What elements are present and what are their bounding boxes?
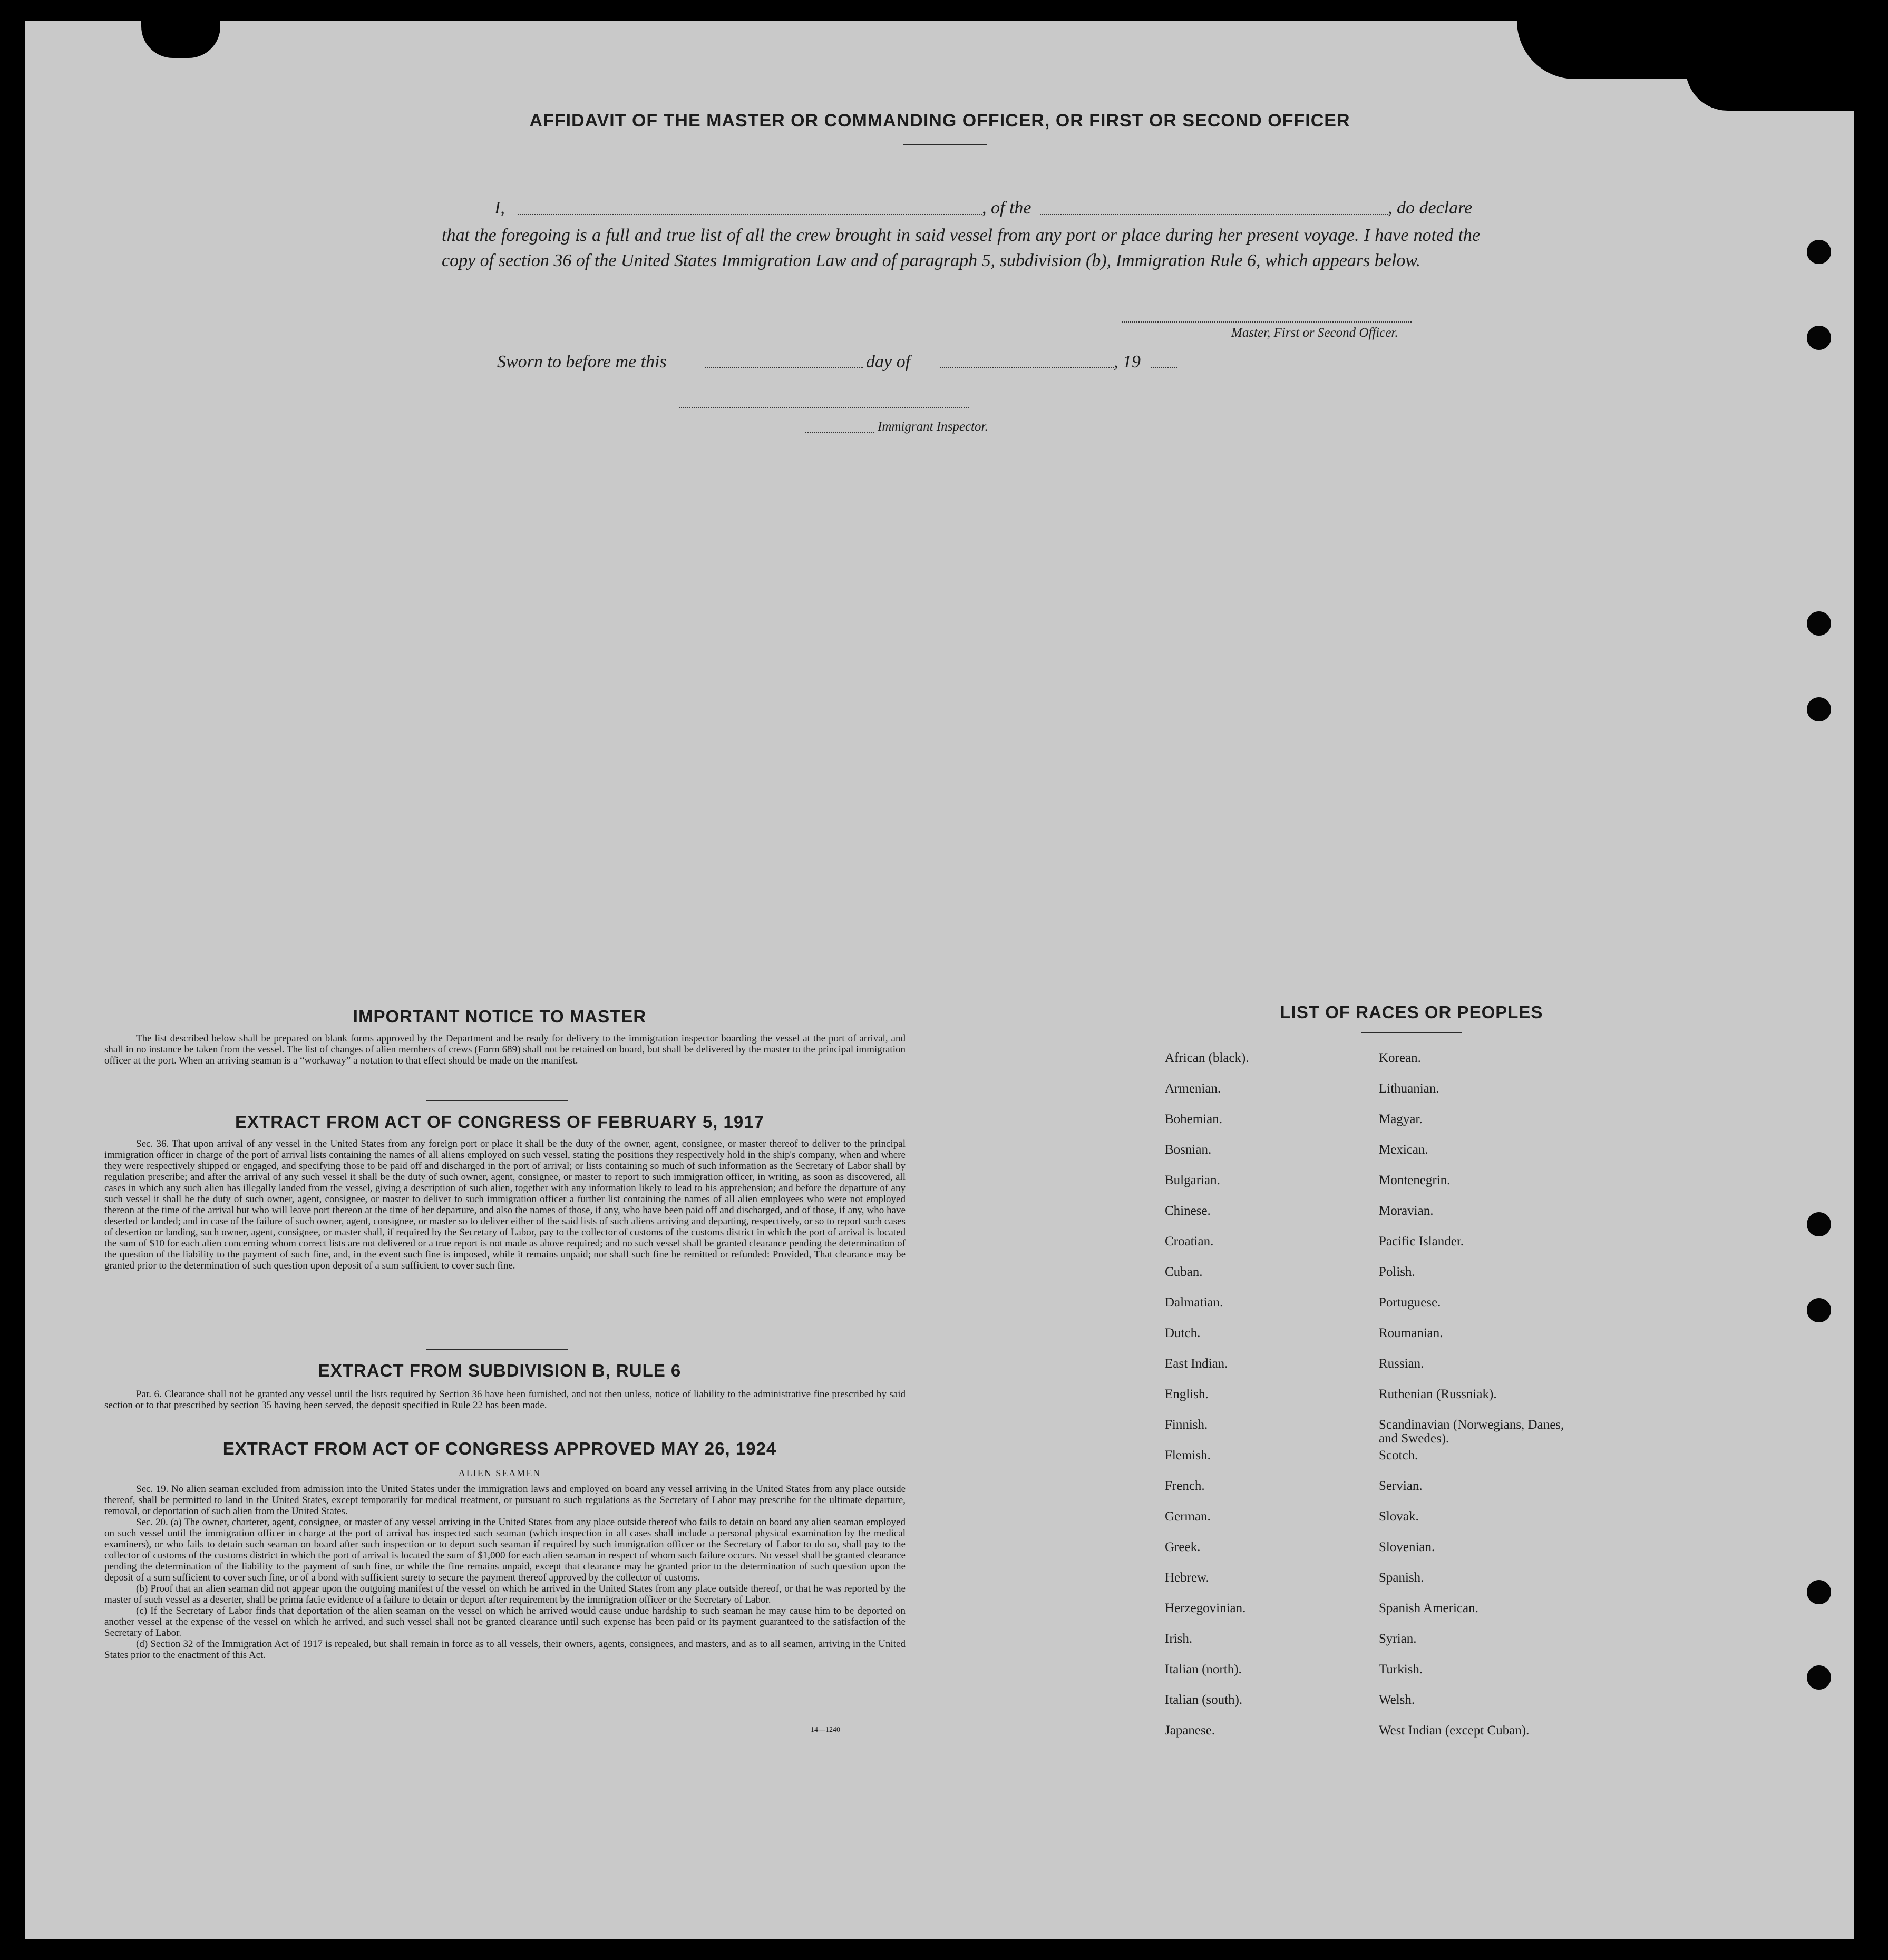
binder-hole xyxy=(1807,1298,1831,1322)
left-race-item: Cuban. xyxy=(1165,1265,1203,1279)
right-race-item: Spanish. xyxy=(1379,1571,1424,1585)
inspector-signature-line-top[interactable] xyxy=(679,407,969,408)
binder-hole xyxy=(1807,611,1831,636)
sworn-day-blank[interactable] xyxy=(705,367,863,368)
affidavit-title-rule xyxy=(903,144,987,145)
section-rule xyxy=(426,1349,568,1350)
left-race-item: Flemish. xyxy=(1165,1448,1211,1462)
left-race-item: Chinese. xyxy=(1165,1204,1211,1218)
act-1924-paragraph: (d) Section 32 of the Immigration Act of 1917 is repealed, but shall remain in force as to all vessels, their owners, agents, consignees, and masters, and as to all seamen, arriving in the United States prior to the enactment of this Act. xyxy=(104,1639,906,1661)
torn-edge-corner xyxy=(1686,53,1854,111)
left-race-item: Finnish. xyxy=(1165,1418,1208,1432)
right-race-item: Ruthenian (Russniak). xyxy=(1379,1387,1497,1401)
document-page xyxy=(25,21,1854,1939)
year-label: , 19 xyxy=(1114,352,1141,372)
sworn-month-blank[interactable] xyxy=(940,367,1114,368)
form-number: 14—1240 xyxy=(811,1726,840,1734)
act-1917-title: EXTRACT FROM ACT OF CONGRESS OF FEBRUARY 5, 1917 xyxy=(235,1112,764,1132)
binder-hole xyxy=(1807,1665,1831,1690)
right-race-item: Syrian. xyxy=(1379,1632,1417,1646)
right-race-item: Scandinavian (Norwegians, Danes, and Swedes). xyxy=(1379,1418,1564,1446)
left-race-item: Bulgarian. xyxy=(1165,1173,1220,1187)
act-1924-paragraph: (b) Proof that an alien seaman did not appear upon the outgoing manifest of the vessel on which he arrived in the United States from any place outside thereof, or that he was reported by the master of such vessel as a deserter, shall be prima facie evidence of a failure to detain or deport after requirement by the immigration officer or the Secretary of Labor. xyxy=(104,1583,906,1605)
right-race-item: Slovak. xyxy=(1379,1509,1419,1524)
act-1917-text: Sec. 36. That upon arrival of any vessel in the United States from any foreign port or place it shall be the duty of the owner, agent, consignee, or master thereof to deliver to the principal immigration officer in charge of the port of arrival lists containing the names of all aliens employed on such vessel, stating the positions they respectively hold in the ship's company, when and where they were respectively shipped or engaged, and specifying those to be paid off and discharged in the port of arrival; or lists containing so much of such information as the Secretary of Labor shall by regulation prescribe; and after the arrival of any such vessel it shall be the duty of such owner, agent, consignee, or master to report to such immigration officer, in writing, as soon as discovered, all cases in which any such alien has illegally landed from the vessel, giving a description of such alien, together with any information likely to lead to his apprehension; and before the departure of any such vessel it shall be the duty of such owner, agent, consignee, or master to deliver to such immigration officer a further list containing the names of all alien employees who were not employed thereon at the time of the arrival but who will leave port thereon at the time of her departure, and also the names of those, if any, who have been paid off and discharged, and of those, if any, who have deserted or landed; and in case of the failure of such owner, agent, consignee, or master so to deliver either of the said lists of such aliens arriving and departing, respectively, or so to report such cases of desertion or landing, such owner, agent, consignee, or master shall, if required by the Secretary of Labor, pay to the collector of customs of the customs district in which the port of arrival is located the sum of $10 for each alien concerning whom correct lists are not delivered or a true report is not made as above required; and no such vessel shall be granted clearance pending the determination of the question of the liability to the payment of such fine, and, in the event such fine is imposed, while it remains unpaid; nor shall such fine be remitted or refunded: Provided, That clearance may be granted prior to the determination of such question upon deposit of a sum sufficient to cover such fine. xyxy=(104,1138,906,1271)
right-race-item: Turkish. xyxy=(1379,1662,1423,1676)
left-race-item: East Indian. xyxy=(1165,1357,1228,1371)
inspector-signature-caption: Immigrant Inspector. xyxy=(878,420,988,434)
alien-seamen-subtitle: ALIEN SEAMEN xyxy=(458,1468,541,1478)
right-race-item: Pacific Islander. xyxy=(1379,1234,1464,1249)
left-race-item: Italian (south). xyxy=(1165,1693,1243,1707)
vessel-blank[interactable] xyxy=(1040,214,1388,215)
races-title-rule xyxy=(1361,1032,1462,1033)
act-1924-text xyxy=(104,1484,906,1661)
right-race-item: Mexican. xyxy=(1379,1143,1428,1157)
torn-edge-left xyxy=(141,21,220,58)
master-signature-line[interactable] xyxy=(1122,321,1412,323)
right-race-item: Magyar. xyxy=(1379,1112,1423,1126)
affidavit-title: AFFIDAVIT OF THE MASTER OR COMMANDING OFFICER, OR FIRST OR SECOND OFFICER xyxy=(529,111,1350,131)
races-title: LIST OF RACES OR PEOPLES xyxy=(1280,1002,1543,1022)
left-race-item: German. xyxy=(1165,1509,1211,1524)
affidavit-of-the-label: , of the xyxy=(982,198,1031,218)
left-race-item: Greek. xyxy=(1165,1540,1201,1554)
act-1924-paragraph: (c) If the Secretary of Labor finds that deportation of the alien seaman on the vessel on which he arrived would cause undue hardship to such seaman he may cause him to be deported on another vessel at the expense of the vessel on which he arrived, and such vessel shall not be granted clearance until such expense has been paid or its payment guaranteed to the satisfaction of the Secretary of Labor. xyxy=(104,1605,906,1639)
left-race-item: Armenian. xyxy=(1165,1081,1221,1096)
left-race-item: African (black). xyxy=(1165,1051,1249,1065)
left-race-item: English. xyxy=(1165,1387,1209,1401)
right-race-item: Russian. xyxy=(1379,1357,1424,1371)
sworn-year-blank[interactable] xyxy=(1151,367,1177,368)
rule-6-title: EXTRACT FROM SUBDIVISION B, RULE 6 xyxy=(318,1361,682,1380)
left-race-item: Herzegovinian. xyxy=(1165,1601,1246,1615)
right-race-item: West Indian (except Cuban). xyxy=(1379,1723,1530,1738)
act-1924-paragraph: Sec. 19. No alien seaman excluded from admission into the United States under the immigration laws and employed on board any vessel arriving in the United States from any place outside thereof, shall be permitted to land in the United States, except temporarily for medical treatment, or pursuant to such regulations as the Secretary of Labor may prescribe for the ultimate departure, removal, or deportation of such alien from the United States. xyxy=(104,1484,906,1517)
name-blank[interactable] xyxy=(518,214,982,215)
left-race-item: Dalmatian. xyxy=(1165,1295,1223,1310)
left-race-item: Bosnian. xyxy=(1165,1143,1212,1157)
affidavit-i-label: I, xyxy=(494,198,505,218)
left-race-item: Italian (north). xyxy=(1165,1662,1242,1676)
binder-hole xyxy=(1807,1212,1831,1236)
rule-6-text: Par. 6. Clearance shall not be granted any vessel until the lists required by Section 36 have been furnished, and not then unless, notice of liability to the administrative fine prescribed by said section or to that prescribed by section 35 having been served, the deposit specified in Rule 22 has been made. xyxy=(104,1389,906,1411)
left-race-item: Hebrew. xyxy=(1165,1571,1209,1585)
left-race-item: Japanese. xyxy=(1165,1723,1215,1738)
binder-hole xyxy=(1807,697,1831,721)
binder-hole xyxy=(1807,240,1831,264)
binder-hole xyxy=(1807,326,1831,350)
affidavit-declare-label: , do declare xyxy=(1388,198,1473,218)
master-signature-caption: Master, First or Second Officer. xyxy=(1231,326,1398,340)
right-race-item: Welsh. xyxy=(1379,1693,1415,1707)
right-race-item: Korean. xyxy=(1379,1051,1421,1065)
right-race-item: Montenegrin. xyxy=(1379,1173,1451,1187)
section-rule xyxy=(426,1100,568,1101)
affidavit-paragraph: that the foregoing is a full and true list of all the crew brought in said vessel from any port or place during her present voyage. I have noted the copy of section 36 of the United States Immigration Law and of paragraph 5, subdivision (b), Immigration Rule 6, which appears below. xyxy=(442,226,1480,270)
right-race-item: Roumanian. xyxy=(1379,1326,1443,1340)
right-race-item: Scotch. xyxy=(1379,1448,1418,1462)
right-race-item: Slovenian. xyxy=(1379,1540,1435,1554)
sworn-label: Sworn to before me this xyxy=(497,352,667,372)
binder-hole xyxy=(1807,1580,1831,1604)
day-of-label: day of xyxy=(866,352,911,372)
act-1924-title: EXTRACT FROM ACT OF CONGRESS APPROVED MAY 26, 1924 xyxy=(222,1439,777,1458)
right-race-item: Portuguese. xyxy=(1379,1295,1441,1310)
right-race-item: Polish. xyxy=(1379,1265,1415,1279)
left-race-item: Croatian. xyxy=(1165,1234,1214,1249)
left-race-item: French. xyxy=(1165,1479,1205,1493)
right-race-item: Moravian. xyxy=(1379,1204,1434,1218)
notice-title: IMPORTANT NOTICE TO MASTER xyxy=(353,1007,647,1026)
left-race-item: Bohemian. xyxy=(1165,1112,1223,1126)
right-race-item: Servian. xyxy=(1379,1479,1423,1493)
right-race-item: Lithuanian. xyxy=(1379,1081,1439,1096)
right-race-item: Spanish American. xyxy=(1379,1601,1478,1615)
notice-text: The list described below shall be prepared on blank forms approved by the Department and be ready for delivery to the immigration inspector boarding the vessel at the port of arrival, and shall in no instance be taken from the vessel. The list of changes of alien members of crews (Form 689) shall not be retained on board, but shall be delivered by the master to the principal immigration officer at the port. When an arriving seaman is a “workaway” a notation to that effect should be made on the manifest. xyxy=(104,1033,906,1066)
left-race-item: Dutch. xyxy=(1165,1326,1201,1340)
left-race-item: Irish. xyxy=(1165,1632,1193,1646)
act-1924-paragraph: Sec. 20. (a) The owner, charterer, agent, consignee, or master of any vessel arriving in the United States from any place outside thereof who fails to detain on board any alien seaman employed on such vessel until the immigration officer in charge at the port of arrival has inspected such seaman (which inspection in all cases shall include a personal physical examination by the medical examiners), or who fails to detain such seaman on board after such inspection or to deport such seaman if required by such immigration officer or the Secretary of Labor to do so, shall pay to the collector of customs of the customs district in which the port of arrival is located the sum of $1,000 for each alien seaman in respect of whom such failure occurs. No vessel shall be granted clearance pending the determination of the liability to the payment of such fine, or while the fine remains unpaid, except that clearance may be granted prior to the determination of such question upon the deposit of a sum sufficient to cover such fine, or of a bond with sufficient surety to secure the payment thereof approved by the collector of customs. xyxy=(104,1517,906,1583)
inspector-signature-line[interactable] xyxy=(805,432,874,433)
